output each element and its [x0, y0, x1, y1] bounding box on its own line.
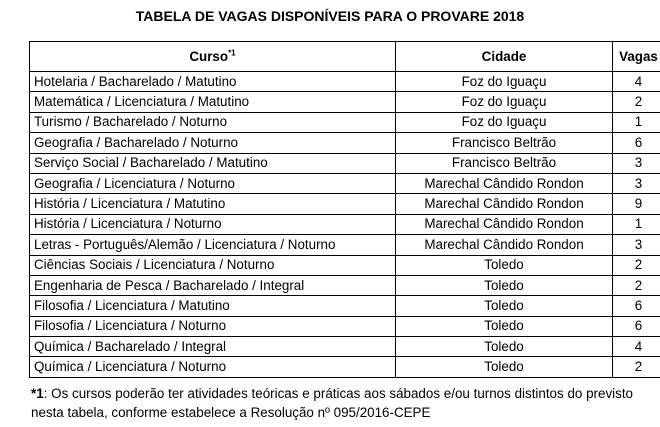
cell-cidade: Marechal Cândido Rondon — [396, 194, 613, 214]
cell-cidade: Marechal Cândido Rondon — [396, 214, 613, 234]
cell-vagas: 3 — [613, 153, 660, 173]
table-row — [30, 92, 660, 112]
cell-curso: Letras - Português/Alemão / Licenciatura / Noturno — [30, 235, 396, 255]
cell-cidade: Francisco Beltrão — [396, 153, 613, 173]
table-row — [30, 173, 660, 193]
cell-cidade: Marechal Cândido Rondon — [396, 173, 613, 193]
cell-curso: História / Licenciatura / Noturno — [30, 214, 396, 234]
cell-vagas: 2 — [613, 275, 660, 295]
table-row — [30, 255, 660, 275]
cell-vagas: 2 — [613, 255, 660, 275]
cell-cidade: Toledo — [396, 316, 613, 336]
cell-curso: Geografia / Licenciatura / Noturno — [30, 173, 396, 193]
cell-vagas: 6 — [613, 133, 660, 153]
cell-curso: Turismo / Bacharelado / Noturno — [30, 112, 396, 132]
cell-cidade: Toledo — [396, 296, 613, 316]
cell-vagas: 2 — [613, 92, 660, 112]
cell-vagas: 9 — [613, 194, 660, 214]
cell-curso: Química / Licenciatura / Noturno — [30, 357, 396, 377]
table-row — [30, 275, 660, 295]
header-vagas: Vagas — [613, 42, 660, 72]
header-curso — [30, 42, 396, 72]
cell-curso: Filosofia / Licenciatura / Noturno — [30, 316, 396, 336]
table-row — [30, 153, 660, 173]
cell-vagas: 3 — [613, 235, 660, 255]
cell-vagas: 4 — [613, 337, 660, 357]
cell-vagas: 2 — [613, 357, 660, 377]
cell-curso: Engenharia de Pesca / Bacharelado / Integral — [30, 275, 396, 295]
cell-cidade: Marechal Cândido Rondon — [396, 235, 613, 255]
header-cidade: Cidade — [396, 42, 613, 72]
table-row — [30, 235, 660, 255]
cell-cidade: Toledo — [396, 337, 613, 357]
table-row — [30, 296, 660, 316]
table-row — [30, 112, 660, 132]
table-row — [30, 337, 660, 357]
cell-cidade: Foz do Iguaçu — [396, 72, 613, 92]
table-row — [30, 133, 660, 153]
cell-curso: História / Licenciatura / Matutino — [30, 194, 396, 214]
cell-vagas: 6 — [613, 316, 660, 336]
footnote-marker: *1 — [31, 386, 44, 401]
header-curso-label: Curso — [189, 49, 229, 64]
table-row — [30, 357, 660, 377]
cell-curso: Geografia / Bacharelado / Noturno — [30, 133, 396, 153]
cell-vagas: 3 — [613, 173, 660, 193]
table-body — [30, 72, 660, 378]
cell-cidade: Toledo — [396, 255, 613, 275]
cell-cidade: Toledo — [396, 357, 613, 377]
cell-vagas: 1 — [613, 112, 660, 132]
cell-curso: Serviço Social / Bacharelado / Matutino — [30, 153, 396, 173]
cell-vagas: 1 — [613, 214, 660, 234]
cell-curso: Química / Bacharelado / Integral — [30, 337, 396, 357]
vagas-table — [29, 41, 660, 378]
table-header — [30, 42, 660, 72]
table-row — [30, 214, 660, 234]
page-title: TABELA DE VAGAS DISPONÍVEIS PARA O PROVARE 2018 — [135, 8, 525, 24]
cell-cidade: Francisco Beltrão — [396, 133, 613, 153]
footnote — [31, 384, 633, 422]
cell-curso: Matemática / Licenciatura / Matutino — [30, 92, 396, 112]
cell-curso: Hotelaria / Bacharelado / Matutino — [30, 72, 396, 92]
cell-vagas: 4 — [613, 72, 660, 92]
cell-cidade: Foz do Iguaçu — [396, 112, 613, 132]
footnote-text: : Os cursos poderão ter atividades teóricas e práticas aos sábados e/ou turnos distintos do previsto nesta tabela, conforme estabelece a Resolução nº 095/2016-CEPE — [31, 386, 633, 420]
header-curso-footnote-marker: *1 — [228, 48, 236, 58]
cell-vagas: 6 — [613, 296, 660, 316]
cell-cidade: Toledo — [396, 275, 613, 295]
table-row — [30, 72, 660, 92]
header-row — [30, 42, 660, 72]
table-row — [30, 194, 660, 214]
cell-curso: Filosofia / Licenciatura / Matutino — [30, 296, 396, 316]
cell-cidade: Foz do Iguaçu — [396, 92, 613, 112]
table-row — [30, 316, 660, 336]
cell-curso: Ciências Sociais / Licenciatura / Noturno — [30, 255, 396, 275]
